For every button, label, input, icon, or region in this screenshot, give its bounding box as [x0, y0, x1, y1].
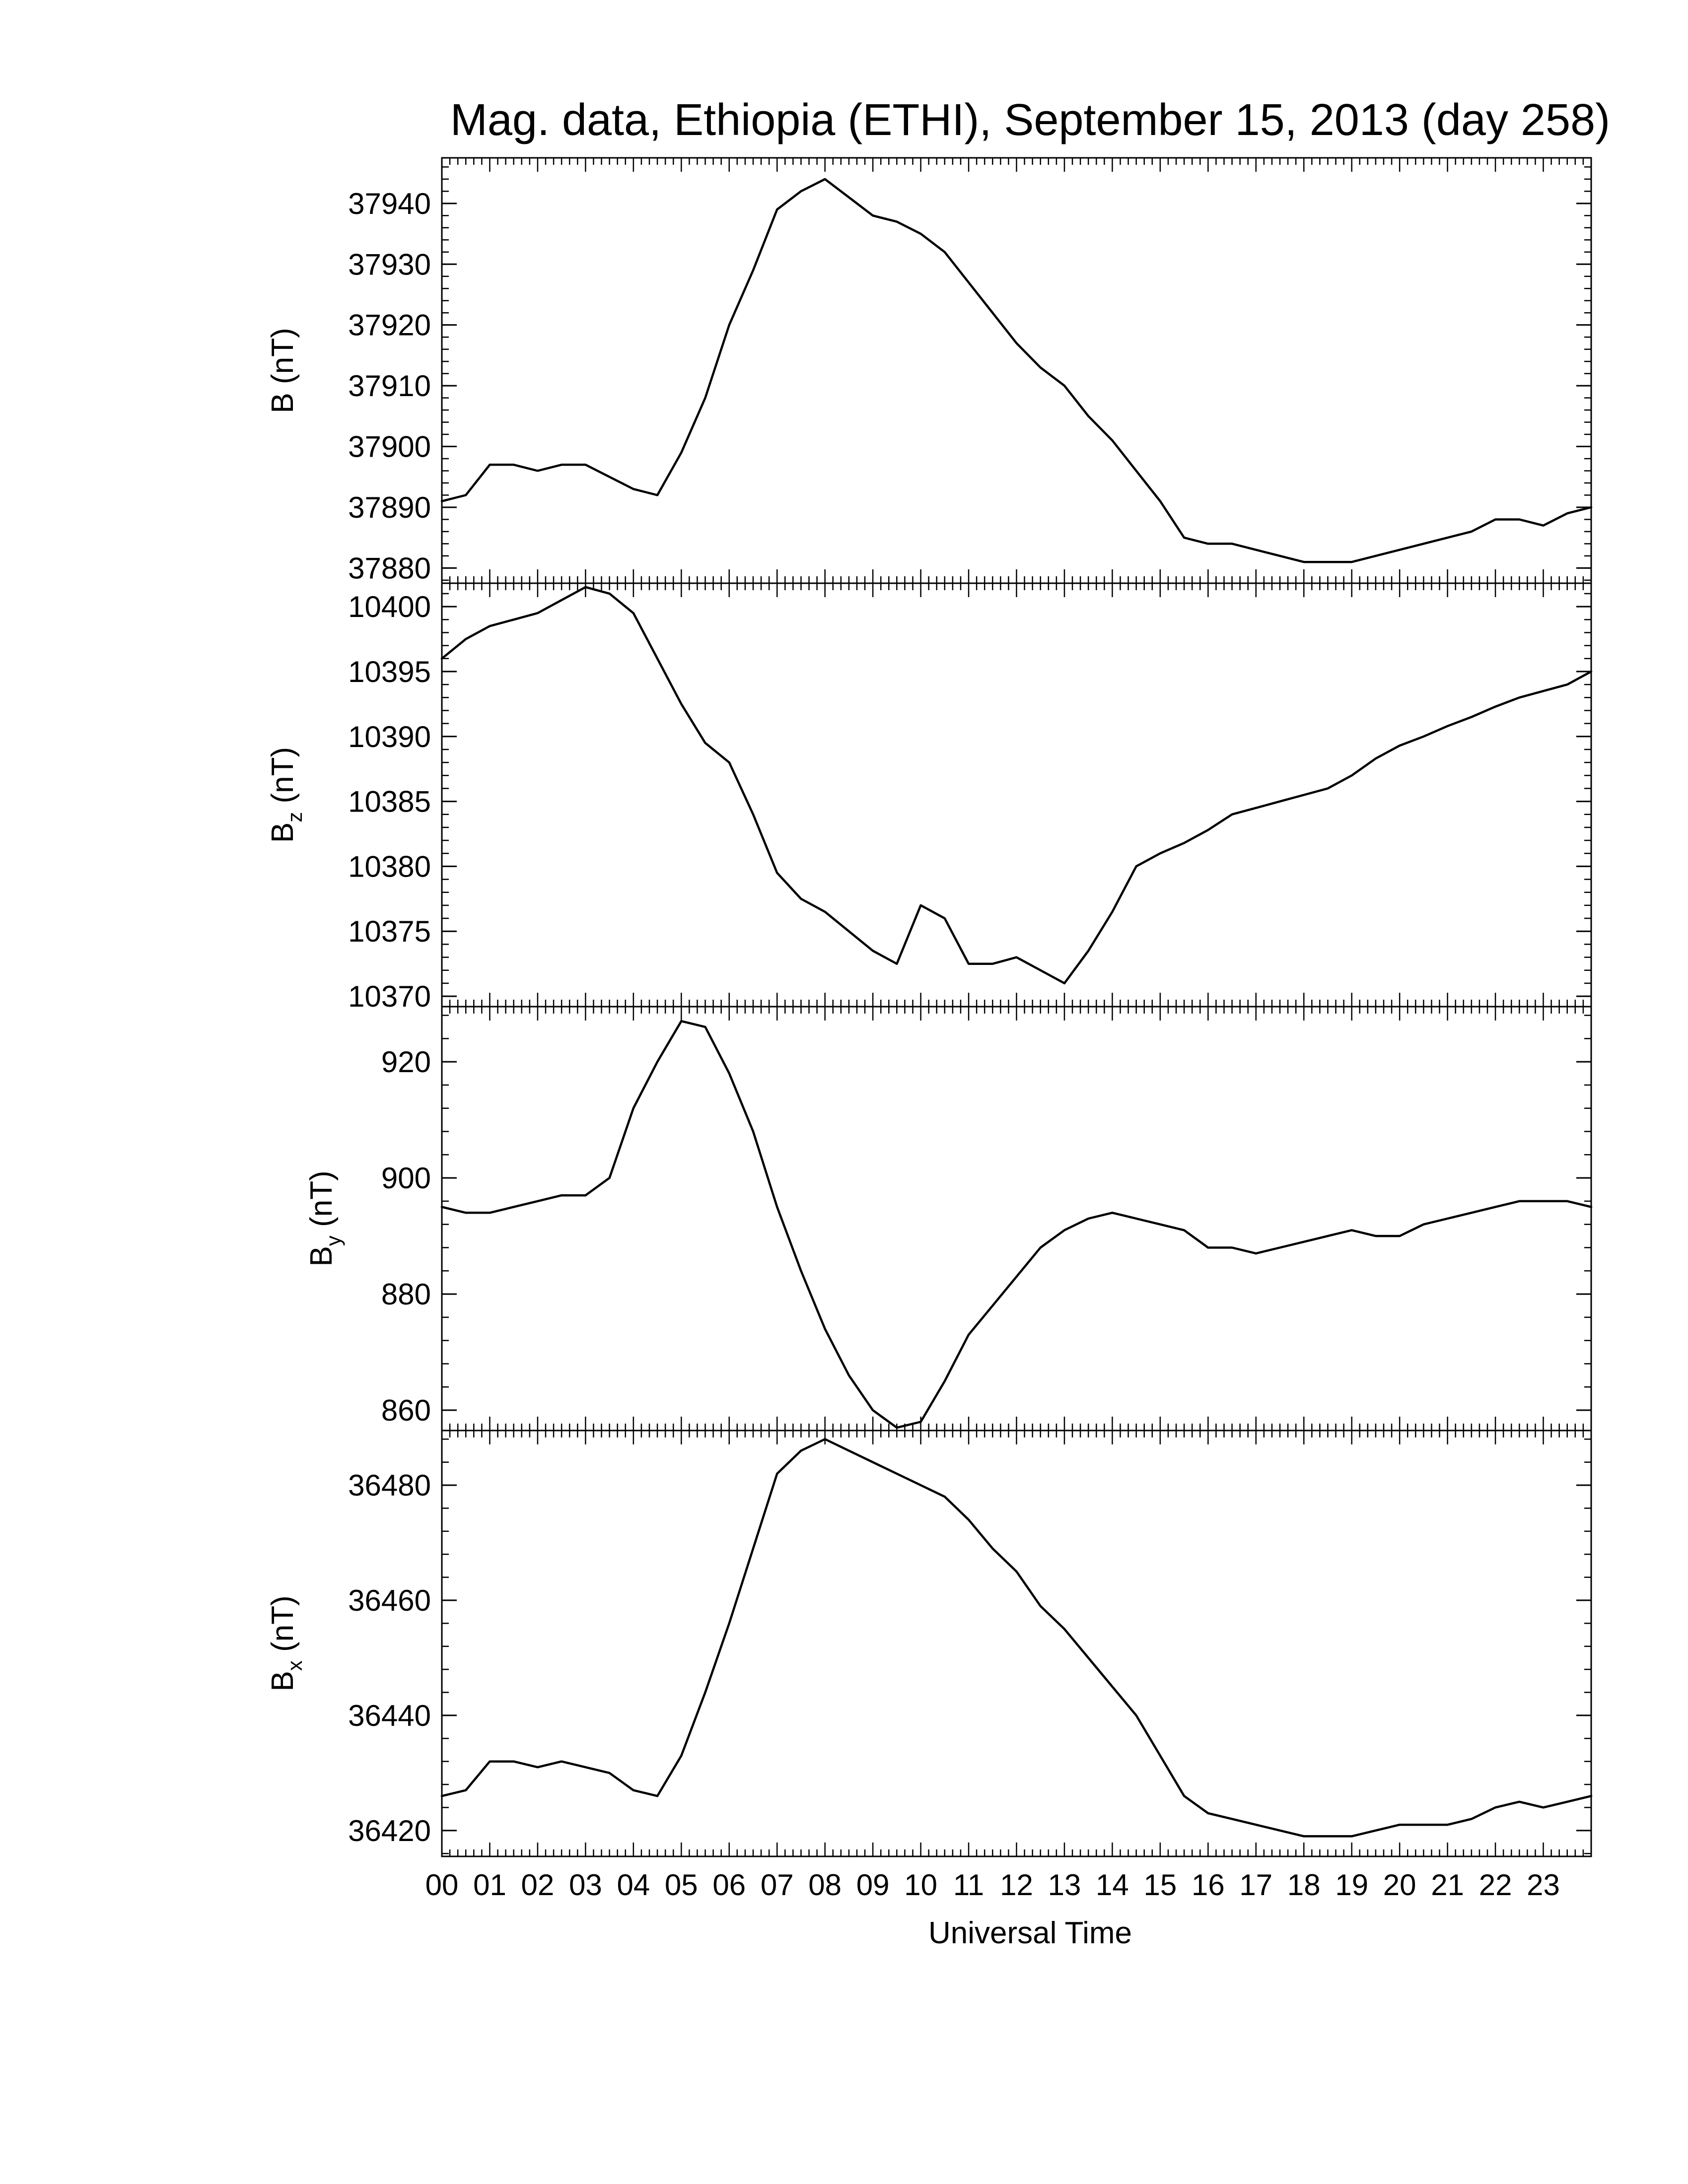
panel-y-axis — [348, 590, 1591, 1013]
y-tick-label: 36480 — [348, 1469, 431, 1502]
chart-title: Mag. data, Ethiopia (ETHI), September 15, 2013 (day 258) — [450, 95, 1611, 145]
y-tick-label: 10390 — [348, 720, 431, 753]
y-tick-label: 37940 — [348, 187, 431, 220]
y-tick-label: 920 — [381, 1045, 431, 1079]
series-line-Bx — [442, 1439, 1591, 1836]
y-tick-label: 10385 — [348, 785, 431, 819]
x-axis-label: Universal Time — [928, 1916, 1132, 1950]
panel-x-ticks — [442, 158, 1591, 583]
panel-frame — [442, 1007, 1591, 1431]
y-tick-label: 10380 — [348, 850, 431, 884]
y-axis-label: $B_z$ (nT) — [266, 747, 306, 843]
panel-x-ticks — [442, 1431, 1591, 1856]
panel-y-axis — [381, 1016, 1591, 1428]
x-tick-label: 07 — [760, 1868, 794, 1902]
y-tick-label: 37880 — [348, 551, 431, 585]
panel-frame — [442, 1431, 1591, 1856]
y-tick-label: 36420 — [348, 1814, 431, 1847]
x-tick-label: 17 — [1239, 1868, 1273, 1902]
y-tick-label: 900 — [381, 1161, 431, 1195]
y-tick-label: 37930 — [348, 248, 431, 281]
y-tick-label: 10395 — [348, 655, 431, 688]
x-axis — [425, 1868, 1560, 1902]
y-tick-label: 37900 — [348, 430, 431, 464]
panel-Bz — [266, 583, 1591, 1013]
panel-By — [304, 1007, 1591, 1431]
x-tick-label: 18 — [1287, 1868, 1321, 1902]
x-tick-label: 11 — [953, 1868, 985, 1902]
x-tick-label: 03 — [569, 1868, 602, 1902]
x-tick-label: 15 — [1143, 1868, 1177, 1902]
x-tick-label: 05 — [664, 1868, 698, 1902]
y-tick-label: 10400 — [348, 590, 431, 624]
panel-x-ticks — [442, 583, 1591, 1007]
panel-x-ticks — [442, 1007, 1591, 1431]
x-tick-label: 08 — [808, 1868, 842, 1902]
x-tick-label: 04 — [617, 1868, 650, 1902]
x-tick-label: 22 — [1478, 1868, 1512, 1902]
y-tick-label: 10370 — [348, 980, 431, 1014]
x-tick-label: 16 — [1191, 1868, 1225, 1902]
x-tick-label: 14 — [1096, 1868, 1129, 1902]
y-axis-label: $B_y$ (nT) — [304, 1170, 345, 1267]
panel-y-axis — [348, 1439, 1591, 1853]
x-tick-label: 06 — [712, 1868, 746, 1902]
y-axis-label: B (nT) — [266, 328, 300, 413]
y-tick-label: 36460 — [348, 1584, 431, 1618]
y-tick-label: 37920 — [348, 308, 431, 342]
y-tick-label: 37910 — [348, 369, 431, 403]
panels-layer — [266, 158, 1591, 1856]
series-line-B — [442, 179, 1591, 562]
panel-Bx — [266, 1431, 1591, 1856]
panel-y-axis — [348, 167, 1591, 585]
x-tick-label: 21 — [1431, 1868, 1464, 1902]
x-tick-label: 12 — [1000, 1868, 1033, 1902]
panel-frame — [442, 583, 1591, 1007]
y-tick-label: 37890 — [348, 490, 431, 524]
x-tick-label: 01 — [473, 1868, 506, 1902]
x-tick-label: 00 — [425, 1868, 459, 1902]
series-line-By — [442, 1021, 1591, 1428]
y-axis-label: $B_x$ (nT) — [266, 1595, 306, 1692]
x-tick-label: 19 — [1335, 1868, 1369, 1902]
panel-B — [266, 158, 1591, 585]
x-tick-label: 02 — [521, 1868, 555, 1902]
x-tick-label: 13 — [1048, 1868, 1081, 1902]
x-tick-label: 09 — [856, 1868, 890, 1902]
y-tick-label: 880 — [381, 1278, 431, 1311]
x-tick-label: 20 — [1383, 1868, 1416, 1902]
y-tick-label: 10375 — [348, 915, 431, 949]
x-tick-label: 10 — [904, 1868, 937, 1902]
x-tick-label: 23 — [1527, 1868, 1560, 1902]
y-tick-label: 860 — [381, 1394, 431, 1428]
series-line-Bz — [442, 587, 1591, 983]
y-tick-label: 36440 — [348, 1699, 431, 1732]
panel-frame — [442, 158, 1591, 583]
